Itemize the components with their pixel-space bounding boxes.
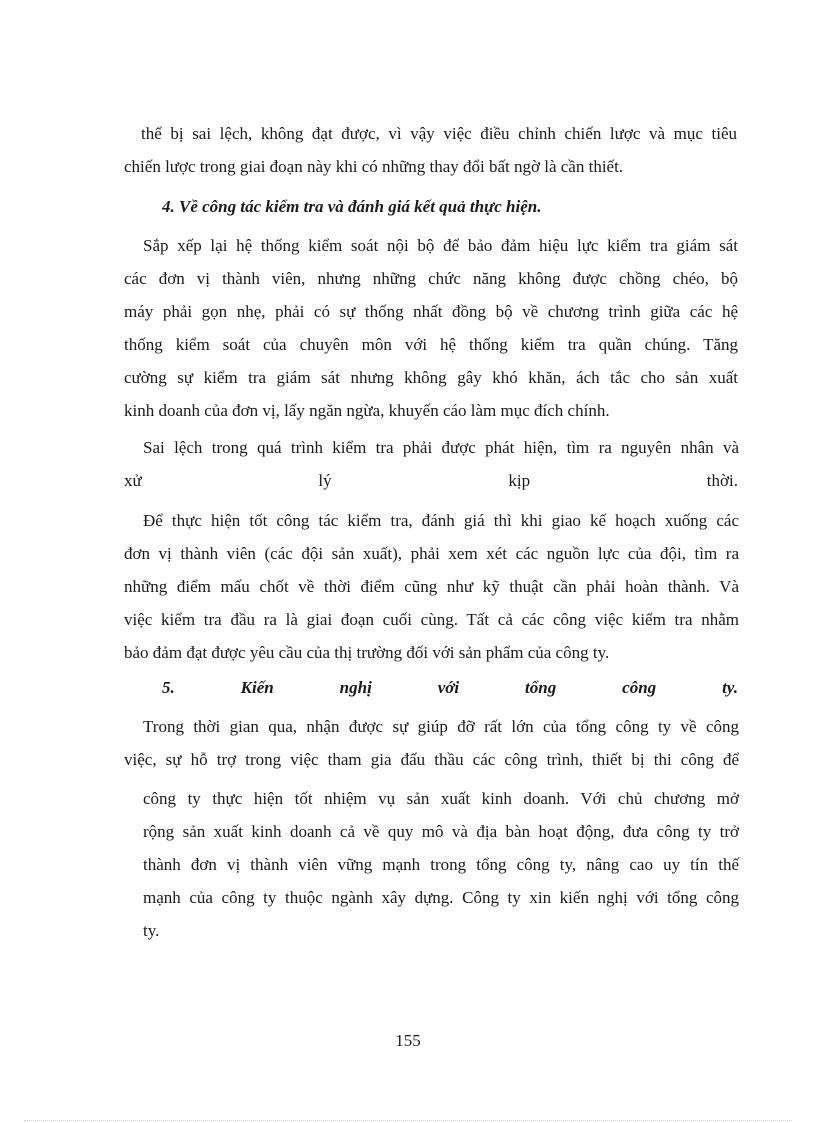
heading-word: công <box>622 678 657 697</box>
paragraph-implementation <box>124 504 739 669</box>
heading-word: nghị <box>339 678 372 697</box>
text-line: Trong thời gian qua, nhận được sự giúp đỡ rất lớn của tổng công ty về công <box>143 717 739 736</box>
text-line: rộng sản xuất kinh doanh cả về quy mô và địa bàn hoạt động, đưa công ty trở <box>143 822 739 841</box>
paragraph-support <box>124 710 739 776</box>
text-line: mạnh của công ty thuộc ngành xây dựng. Công ty xin kiến nghị với tổng công <box>143 888 739 907</box>
text-line: Sai lệch trong quá trình kiểm tra phải được phát hiện, tìm ra nguyên nhân và <box>143 438 739 457</box>
text-line: đơn vị thành viên (các đội sản xuất), phải xem xét các nguồn lực của đội, tìm ra <box>124 544 739 563</box>
text-line: máy phải gọn nhẹ, phải có sự thống nhất đồng bộ về chương trình giữa các hệ <box>124 302 738 321</box>
paragraph-deviation-spread-line <box>124 464 738 497</box>
text-line: việc, sự hỗ trợ trong việc tham gia đấu thầu các công trình, thiết bị thi công để <box>124 750 739 769</box>
spread-word: xử <box>124 471 142 490</box>
heading-word: 5. <box>162 678 175 697</box>
heading-word: ty. <box>722 678 738 697</box>
heading-word: với <box>437 678 460 697</box>
paragraph-deviation <box>143 431 739 464</box>
text-line: thành đơn vị thành viên vững mạnh trong tổng công ty, nâng cao uy tín thế <box>143 855 739 874</box>
text-line: thể bị sai lệch, không đạt được, vì vậy việc điều chỉnh chiến lược và mục tiêu <box>141 124 737 143</box>
spread-word: lý <box>318 471 332 490</box>
page-bottom-rule <box>24 1120 792 1121</box>
spread-word: thời. <box>706 471 738 490</box>
text-line: ty. <box>143 921 160 940</box>
text-line: những điểm mấu chốt về thời điểm cũng như kỹ thuật cần phải hoàn thành. Và <box>124 577 739 596</box>
text-line: các đơn vị thành viên, nhưng những chức năng không được chồng chéo, bộ <box>124 269 738 288</box>
section-heading-4 <box>162 190 722 223</box>
paragraph-inspection-system <box>124 229 738 427</box>
text-line: thống kiểm soát của chuyên môn với hệ thống kiểm tra quần chúng. Tăng <box>124 335 738 354</box>
text-line: công ty thực hiện tốt nhiệm vụ sản xuất kinh doanh. Với chủ chương mở <box>143 789 739 808</box>
text-line: Để thực hiện tốt công tác kiểm tra, đánh giá thì khi giao kế hoạch xuống các <box>143 511 739 530</box>
text-line: Sắp xếp lại hệ thống kiểm soát nội bộ để bảo đảm hiệu lực kiểm tra giám sát <box>143 236 738 255</box>
text-line: cường sự kiểm tra giám sát nhưng không gây khó khăn, ách tắc cho sản xuất <box>124 368 738 387</box>
page-number: 155 <box>395 1031 421 1050</box>
heading-word: tổng <box>525 678 557 697</box>
text-line: bảo đảm đạt được yêu cầu của thị trường đối với sản phẩm của công ty. <box>124 643 610 662</box>
paragraph-continuation <box>124 117 737 183</box>
text-line: kinh doanh của đơn vị, lấy ngăn ngừa, khuyến cáo làm mục đích chính. <box>124 401 610 420</box>
section-heading-4-text: 4. Về công tác kiểm tra và đánh giá kết quả thực hiện. <box>162 197 542 216</box>
spread-word: kịp <box>508 471 531 490</box>
text-line: chiến lược trong giai đoạn này khi có những thay đổi bất ngờ là cần thiết. <box>124 157 624 176</box>
paragraph-recommendation <box>143 782 739 947</box>
text-line: việc kiểm tra đầu ra là giai đoạn cuối cùng. Tất cả các công việc kiểm tra nhằm <box>124 610 739 629</box>
heading-word: Kiến <box>240 678 274 697</box>
section-heading-5 <box>162 671 738 704</box>
